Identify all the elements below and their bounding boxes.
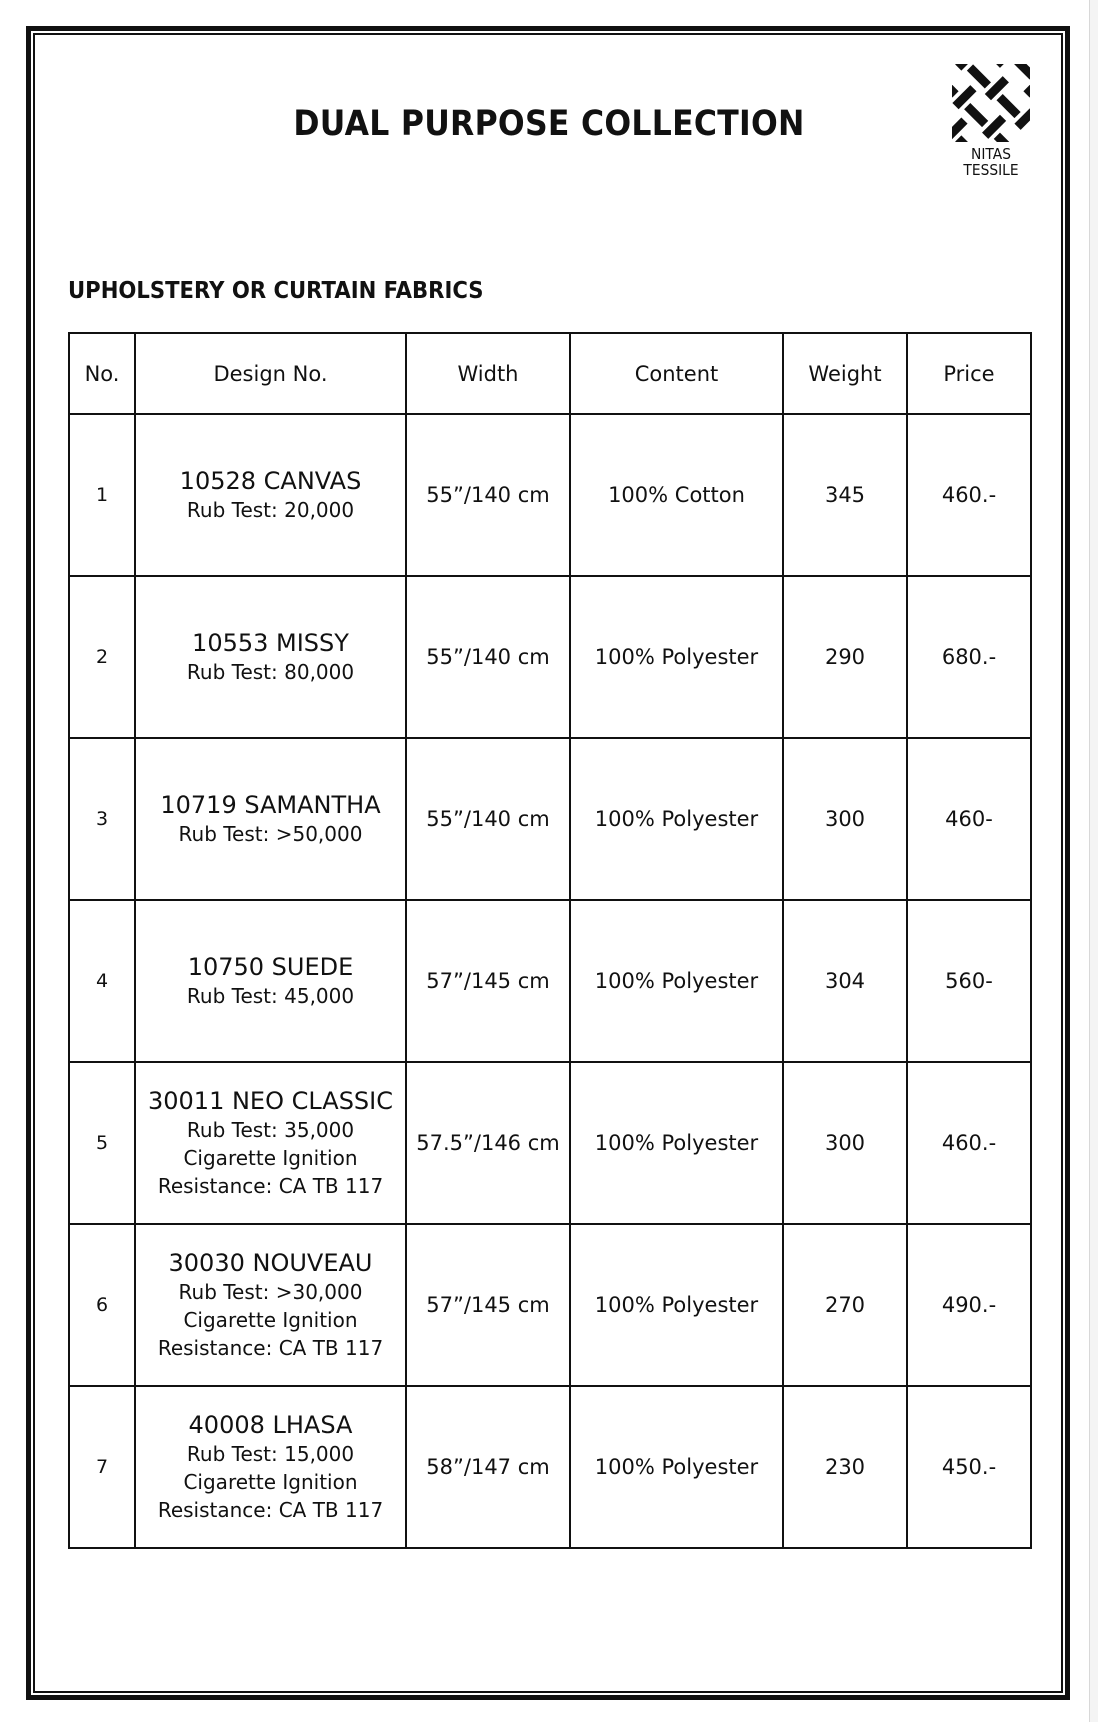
content-cell: 100% Polyester (570, 738, 783, 900)
column-header-content: Content (570, 333, 783, 414)
width-cell: 55”/140 cm (406, 576, 570, 738)
table-row (69, 738, 1031, 900)
column-header-design: Design No. (135, 333, 406, 414)
content-cell: 100% Polyester (570, 1386, 783, 1548)
row-number: 1 (69, 414, 135, 576)
table-row (69, 1224, 1031, 1386)
design-cell (135, 900, 406, 1062)
price-cell: 490.- (907, 1224, 1031, 1386)
design-name: 40008 LHASA (188, 1411, 353, 1439)
width-cell: 58”/147 cm (406, 1386, 570, 1548)
design-name: 10528 CANVAS (179, 467, 362, 495)
weight-cell: 300 (783, 738, 907, 900)
brand-logo (944, 64, 1038, 178)
design-details: Rub Test: 15,000 Cigarette Ignition Resistance: CA TB 117 (157, 1442, 384, 1522)
width-cell: 55”/140 cm (406, 414, 570, 576)
page-title: DUAL PURPOSE COLLECTION (293, 104, 805, 144)
design-cell (135, 738, 406, 900)
weight-cell: 290 (783, 576, 907, 738)
row-number: 3 (69, 738, 135, 900)
table-row (69, 900, 1031, 1062)
weight-cell: 345 (783, 414, 907, 576)
brand-name-line2: TESSILE (963, 161, 1019, 179)
design-cell (135, 414, 406, 576)
weight-cell: 230 (783, 1386, 907, 1548)
width-cell: 57.5”/146 cm (406, 1062, 570, 1224)
row-number: 6 (69, 1224, 135, 1386)
design-name: 30030 NOUVEAU (168, 1249, 373, 1277)
design-name: 10553 MISSY (192, 629, 349, 657)
table-row (69, 576, 1031, 738)
table-header-row (69, 333, 1031, 414)
row-number: 5 (69, 1062, 135, 1224)
weight-cell: 304 (783, 900, 907, 1062)
column-header-no: No. (69, 333, 135, 414)
price-cell: 460.- (907, 414, 1031, 576)
fabric-price-table (68, 332, 1032, 1549)
design-name: 30011 NEO CLASSIC (147, 1087, 393, 1115)
table-row (69, 1062, 1031, 1224)
width-cell: 57”/145 cm (406, 1224, 570, 1386)
row-number: 2 (69, 576, 135, 738)
column-header-price: Price (907, 333, 1031, 414)
price-cell: 450.- (907, 1386, 1031, 1548)
column-header-width: Width (406, 333, 570, 414)
row-number: 7 (69, 1386, 135, 1548)
design-cell (135, 576, 406, 738)
design-details: Rub Test: >30,000 Cigarette Ignition Resistance: CA TB 117 (157, 1280, 384, 1360)
brand-name (948, 146, 1034, 178)
section-heading: UPHOLSTERY OR CURTAIN FABRICS (68, 278, 484, 304)
price-cell: 460.- (907, 1062, 1031, 1224)
design-cell (135, 1224, 406, 1386)
design-details: Rub Test: 35,000 Cigarette Ignition Resistance: CA TB 117 (157, 1118, 384, 1198)
width-cell: 55”/140 cm (406, 738, 570, 900)
page-edge (1089, 0, 1098, 1722)
design-details: Rub Test: 80,000 (186, 660, 355, 684)
content-cell: 100% Polyester (570, 1062, 783, 1224)
width-cell: 57”/145 cm (406, 900, 570, 1062)
brand-name-line1: NITAS (971, 145, 1011, 163)
design-details: Rub Test: >50,000 (178, 822, 363, 846)
row-number: 4 (69, 900, 135, 1062)
content-cell: 100% Polyester (570, 900, 783, 1062)
design-cell (135, 1062, 406, 1224)
design-details: Rub Test: 45,000 (186, 984, 355, 1008)
price-cell: 460- (907, 738, 1031, 900)
design-details: Rub Test: 20,000 (186, 498, 355, 522)
weight-cell: 300 (783, 1062, 907, 1224)
content-cell: 100% Polyester (570, 576, 783, 738)
table-row (69, 414, 1031, 576)
content-cell: 100% Cotton (570, 414, 783, 576)
column-header-weight: Weight (783, 333, 907, 414)
table-row (69, 1386, 1031, 1548)
design-cell (135, 1386, 406, 1548)
price-cell: 560- (907, 900, 1031, 1062)
design-name: 10750 SUEDE (187, 953, 354, 981)
weight-cell: 270 (783, 1224, 907, 1386)
design-name: 10719 SAMANTHA (160, 791, 381, 819)
woven-logo-icon (952, 64, 1030, 142)
price-cell: 680.- (907, 576, 1031, 738)
content-cell: 100% Polyester (570, 1224, 783, 1386)
